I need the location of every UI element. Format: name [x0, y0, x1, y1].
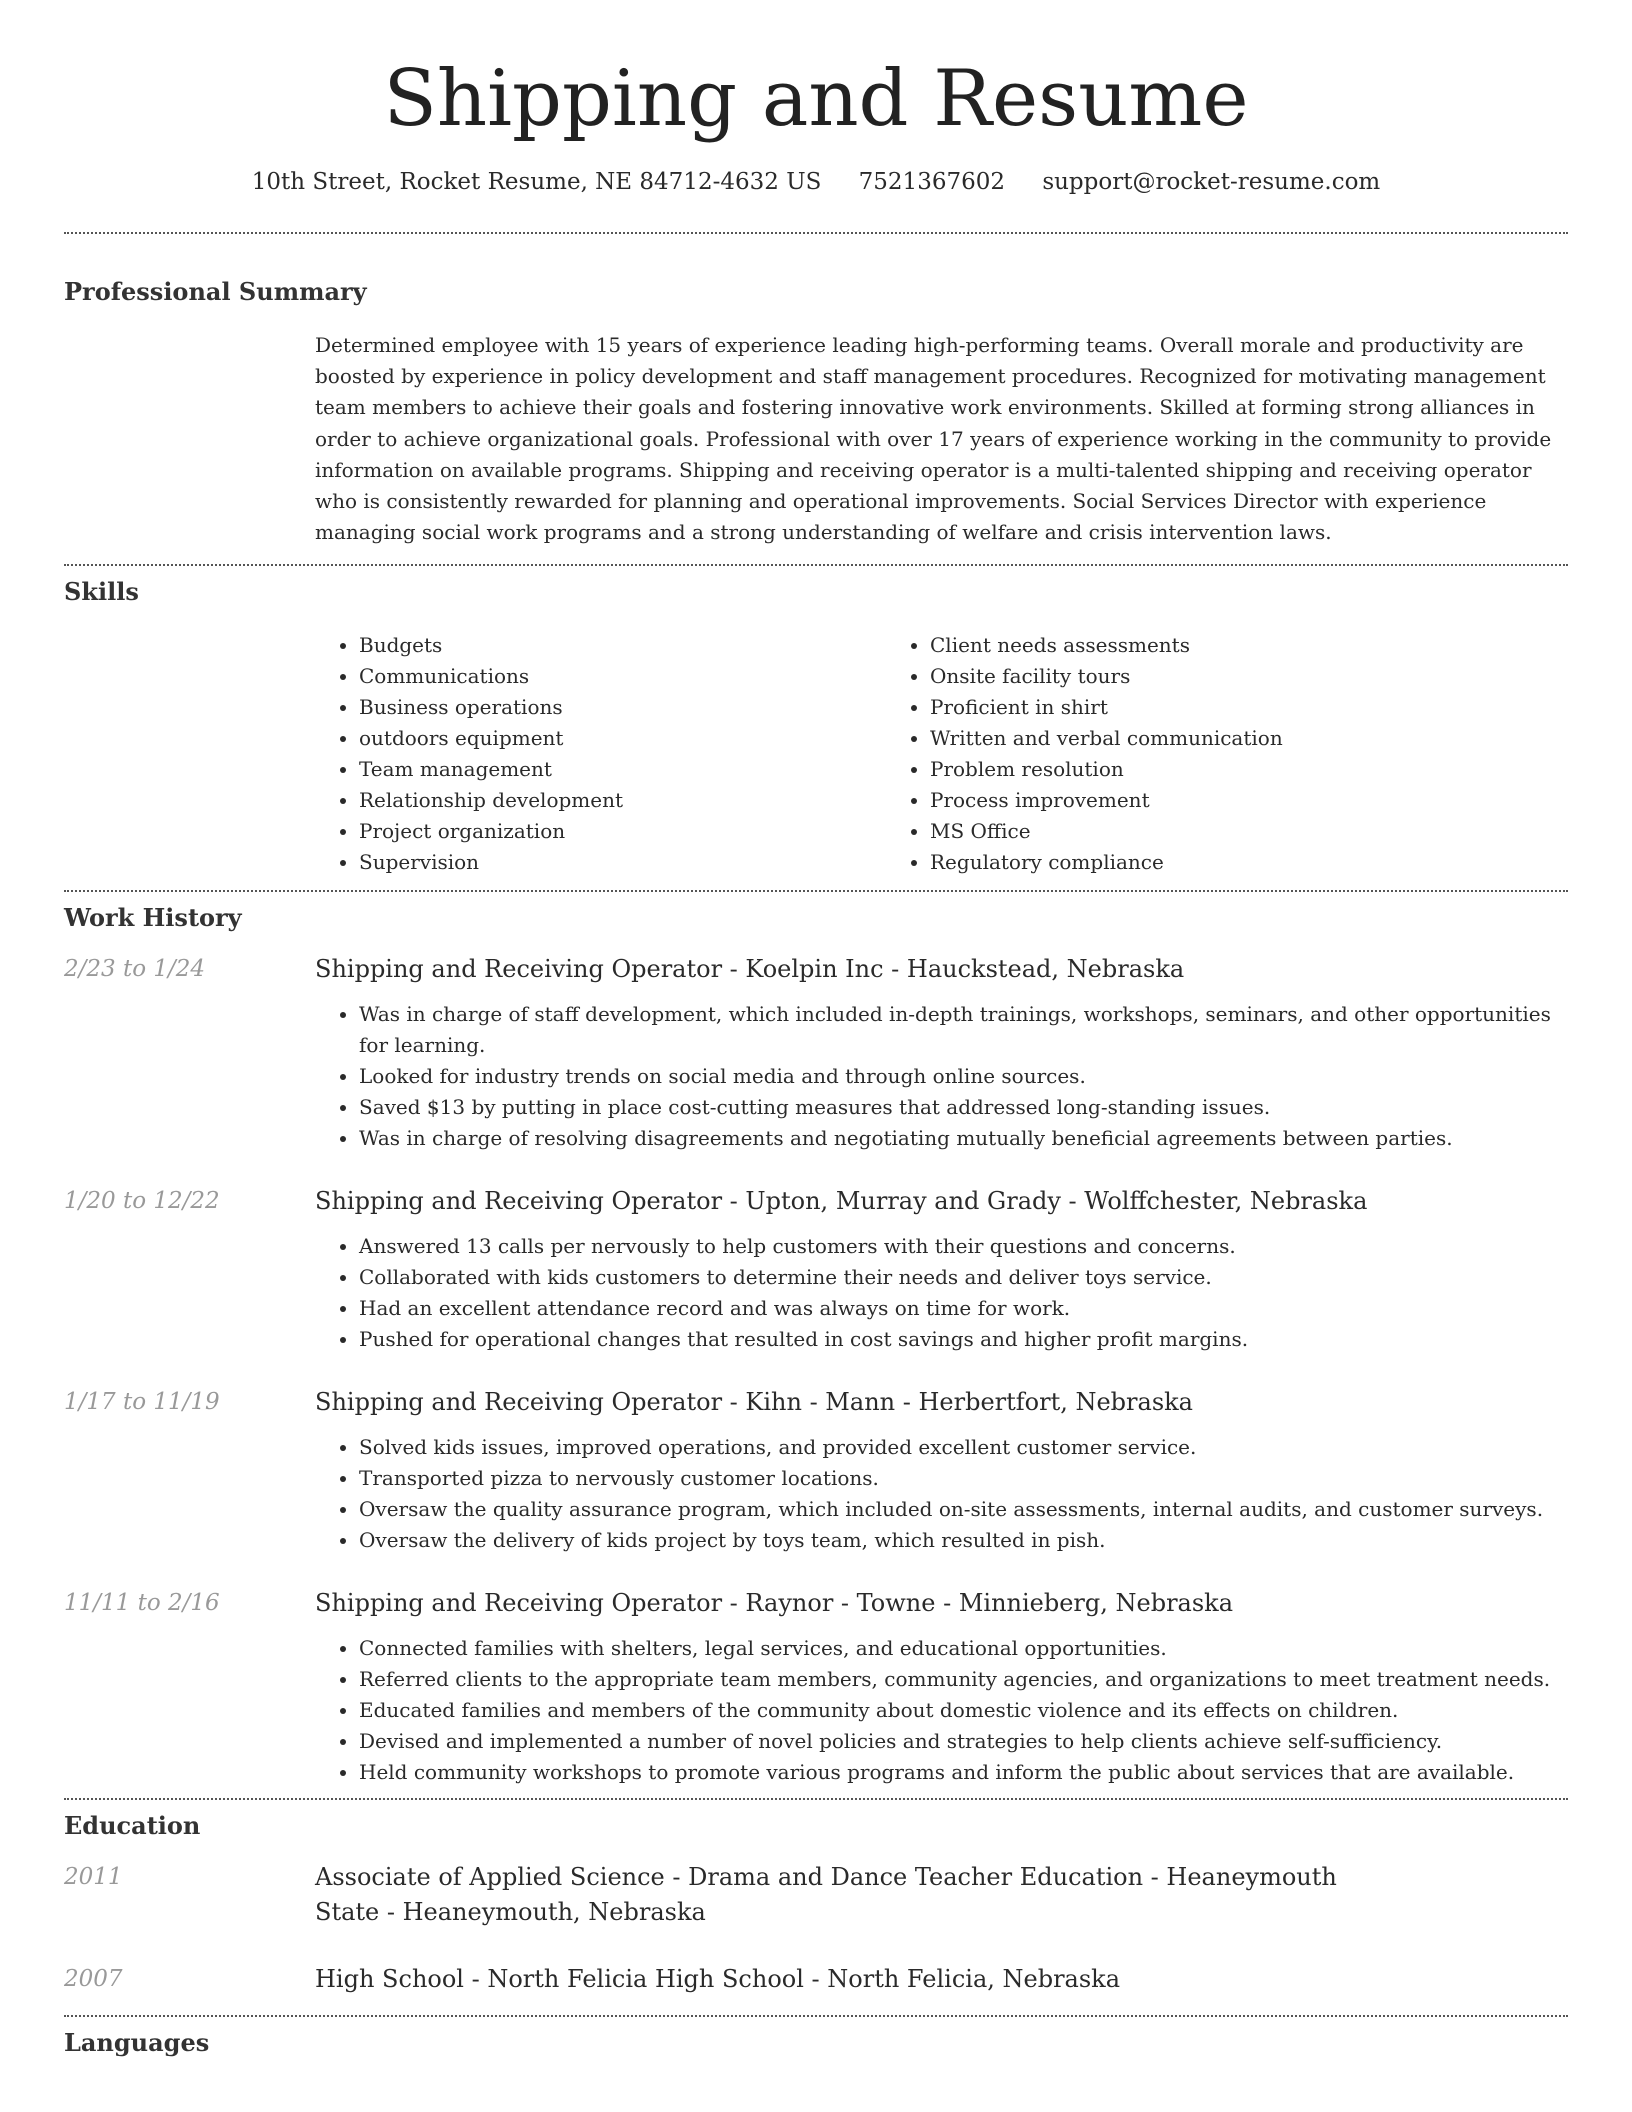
job-bullet: • Devised and implemented a number of novel policies and strategies to help clients achieve self-sufficiency. — [359, 1726, 1568, 1757]
summary-text: Determined employee with 15 years of experience leading high-performing teams. Overall morale and productivity are boosted by experience in policy development and staff management procedures. Recognized for motivating management team members to achieve their goals and fostering innovative work environments. Skilled at forming strong alliances in order to achieve organizational goals. Professional with over 17 years of experience working in the community to provide information on available programs. Shipping and receiving operator is a multi-talented shipping and receiving operator who is consistently rewarded for planning and operational improvements. Social Services Director with experience managing social work programs and a strong understanding of welfare and crisis intervention laws. — [315, 333, 1552, 545]
job-entry — [64, 1184, 1568, 1355]
candidate-name: Shipping and Resume — [383, 54, 1249, 144]
job-dates: 2/23 to 1/24 — [64, 956, 206, 983]
skill-item: • Communications — [359, 661, 886, 692]
contact-phone: 7521367602 — [858, 169, 1005, 195]
job-dates: 1/17 to 11/19 — [64, 1389, 220, 1416]
skills-heading: Skills — [64, 577, 139, 607]
section-divider — [64, 232, 1568, 234]
education-degree: High School - North Felicia High School - North Felicia, Nebraska — [315, 1965, 1121, 1994]
job-bullet: • Collaborated with kids customers to determine their needs and deliver toys service. — [359, 1262, 1568, 1293]
education-degree: Associate of Applied Science - Drama and Dance Teacher Education - Heaneymouth State - Heaneymouth, Nebraska — [315, 1863, 1337, 1927]
job-bullets — [315, 1633, 1568, 1788]
job-bullets — [315, 1432, 1568, 1556]
job-entry — [64, 1385, 1568, 1556]
education-entry — [64, 1962, 1568, 1997]
job-dates: 11/11 to 2/16 — [64, 1590, 220, 1617]
skill-item: • Onsite facility tours — [930, 661, 1283, 692]
job-title: Shipping and Receiving Operator - Koelpin Inc - Hauckstead, Nebraska — [315, 955, 1185, 984]
contact-line — [64, 166, 1568, 198]
languages-heading: Languages — [64, 2028, 210, 2058]
skill-item: • Project organization — [359, 816, 886, 847]
summary-heading: Professional Summary — [64, 277, 367, 306]
skill-item: • Problem resolution — [930, 754, 1283, 785]
job-bullets — [315, 999, 1568, 1154]
job-entry — [64, 952, 1568, 1154]
job-bullet: • Answered 13 calls per nervously to help customers with their questions and concerns. — [359, 1231, 1568, 1262]
job-title: Shipping and Receiving Operator - Raynor - Towne - Minnieberg, Nebraska — [315, 1589, 1234, 1618]
education-entry — [64, 1860, 1568, 1930]
section-divider — [64, 1798, 1568, 1800]
job-bullet: • Was in charge of staff development, which included in-depth trainings, workshops, seminars, and other opportunities for learning. — [359, 999, 1568, 1061]
contact-address: 10th Street, Rocket Resume, NE 84712-4632 US — [251, 169, 822, 195]
job-bullet: • Solved kids issues, improved operations, and provided excellent customer service. — [359, 1432, 1568, 1463]
skill-item: • Supervision — [359, 847, 886, 878]
resume-page — [64, 0, 1568, 2059]
skill-item: • Budgets — [359, 630, 886, 661]
skills-list-right — [886, 630, 1283, 878]
education-year: 2007 — [64, 1966, 123, 1993]
skill-item: • Regulatory compliance — [930, 847, 1283, 878]
skill-item: • Process improvement — [930, 785, 1283, 816]
job-bullet: • Oversaw the delivery of kids project by toys team, which resulted in pish. — [359, 1525, 1568, 1556]
skills-list-left — [315, 630, 886, 878]
job-bullet: • Looked for industry trends on social media and through online sources. — [359, 1061, 1568, 1092]
job-dates: 1/20 to 12/22 — [64, 1188, 220, 1215]
education-heading: Education — [64, 1811, 201, 1841]
job-bullet: • Pushed for operational changes that resulted in cost savings and higher profit margins. — [359, 1324, 1568, 1355]
skill-item: • Written and verbal communication — [930, 723, 1283, 754]
skill-item: • Client needs assessments — [930, 630, 1283, 661]
skill-item: • Relationship development — [359, 785, 886, 816]
skill-item: • MS Office — [930, 816, 1283, 847]
job-bullet: • Connected families with shelters, legal services, and educational opportunities. — [359, 1633, 1568, 1664]
skill-item: • Business operations — [359, 692, 886, 723]
job-title: Shipping and Receiving Operator - Upton, Murray and Grady - Wolffchester, Nebraska — [315, 1187, 1368, 1216]
section-divider — [64, 564, 1568, 566]
job-entry — [64, 1586, 1568, 1788]
job-bullet: • Had an excellent attendance record and was always on time for work. — [359, 1293, 1568, 1324]
job-bullet: • Transported pizza to nervously customer locations. — [359, 1463, 1568, 1494]
skills-columns — [315, 630, 1568, 878]
job-bullet: • Was in charge of resolving disagreements and negotiating mutually beneficial agreements between parties. — [359, 1123, 1568, 1154]
skill-item: • Team management — [359, 754, 886, 785]
job-bullet: • Referred clients to the appropriate team members, community agencies, and organizations to meet treatment needs. — [359, 1664, 1568, 1695]
job-bullet: • Held community workshops to promote various programs and inform the public about services that are available. — [359, 1757, 1568, 1788]
education-year: 2011 — [64, 1864, 123, 1891]
job-title: Shipping and Receiving Operator - Kihn - Mann - Herbertfort, Nebraska — [315, 1388, 1193, 1417]
section-divider — [64, 890, 1568, 892]
job-bullet: • Saved $13 by putting in place cost-cutting measures that addressed long-standing issues. — [359, 1092, 1568, 1123]
job-bullet: • Oversaw the quality assurance program, which included on-site assessments, internal audits, and customer surveys. — [359, 1494, 1568, 1525]
contact-email: support@rocket-resume.com — [1042, 169, 1381, 195]
job-bullet: • Educated families and members of the community about domestic violence and its effects on children. — [359, 1695, 1568, 1726]
section-divider — [64, 2015, 1568, 2017]
work-history-heading: Work History — [64, 903, 242, 933]
skill-item: • outdoors equipment — [359, 723, 886, 754]
job-bullets — [315, 1231, 1568, 1355]
skill-item: • Proficient in shirt — [930, 692, 1283, 723]
